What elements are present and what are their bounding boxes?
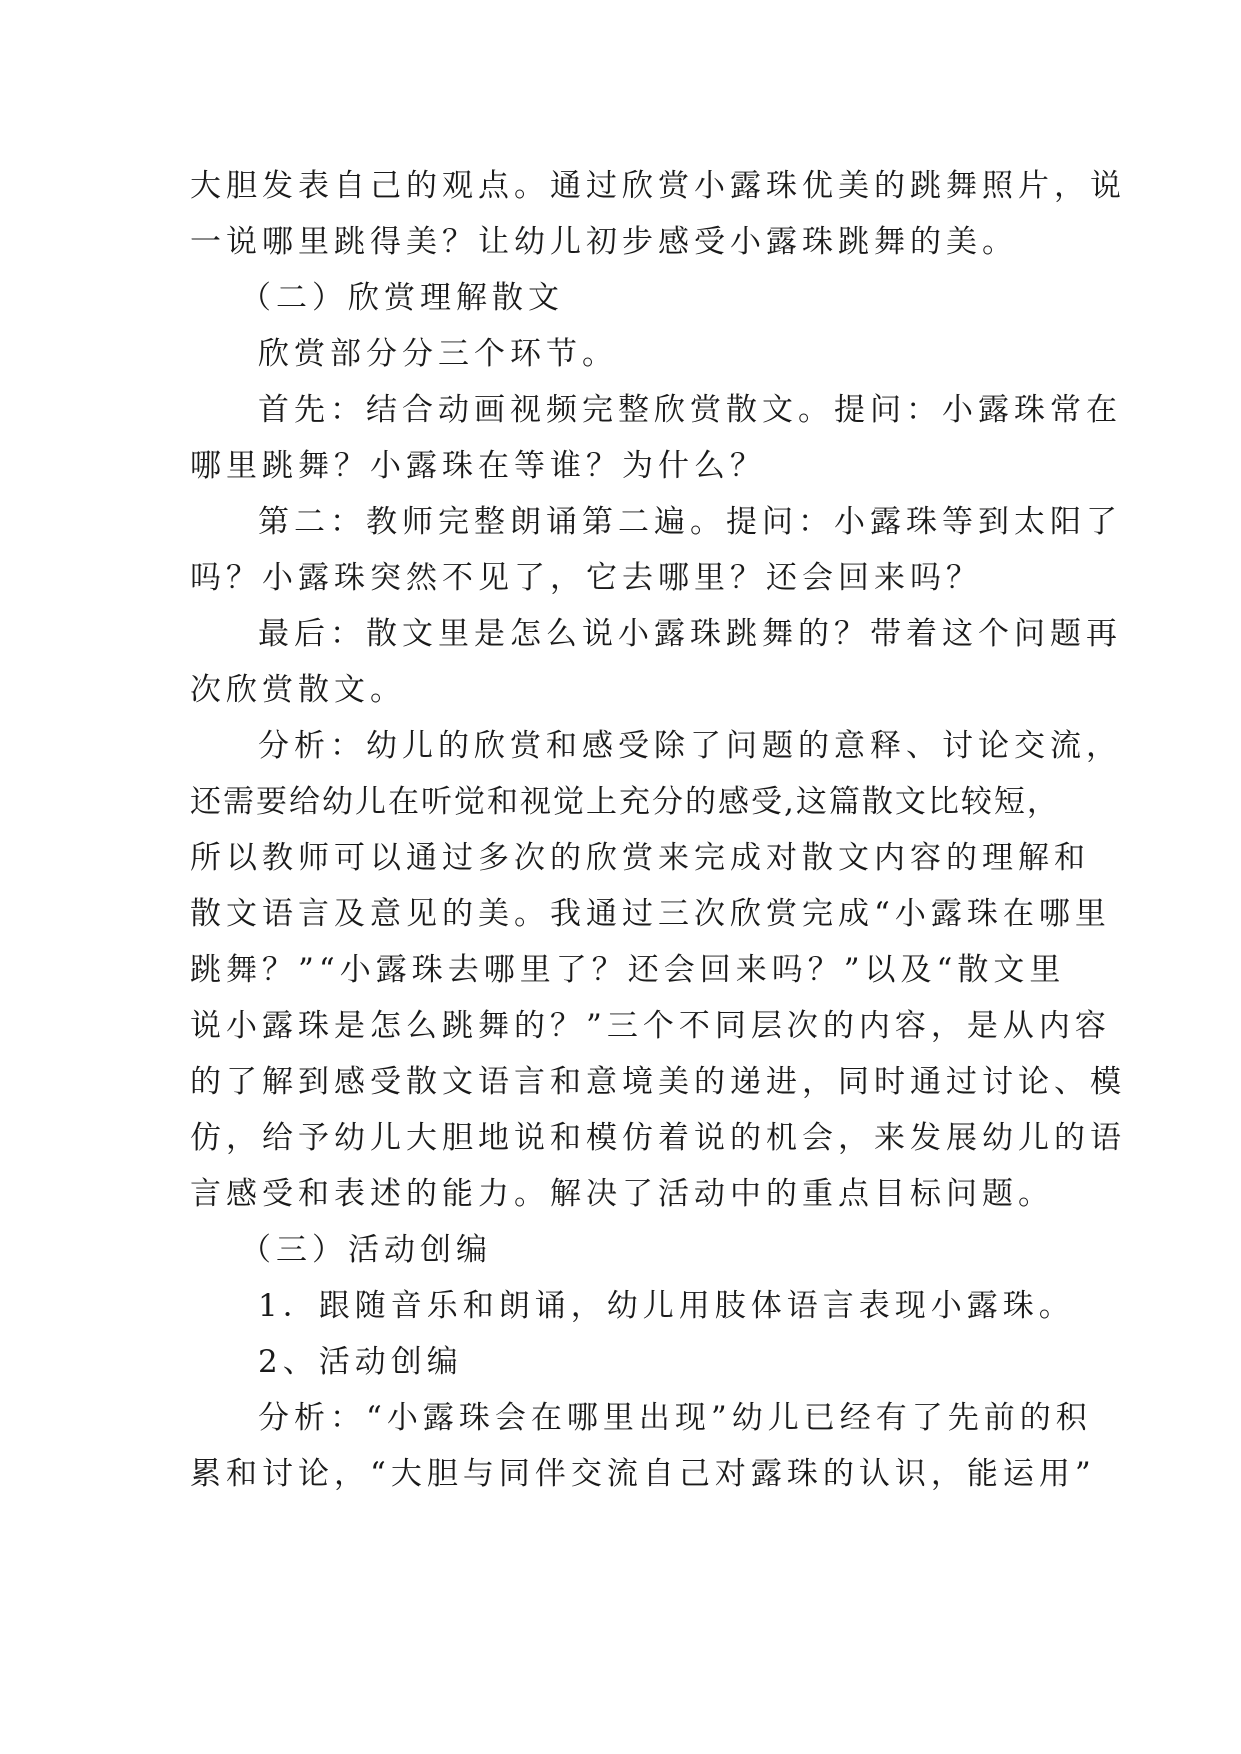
- paragraph-line: 吗？小露珠突然不见了，它去哪里？还会回来吗？: [190, 560, 982, 596]
- paragraph-line: 分析：“小露珠会在哪里出现”幼儿已经有了先前的积: [258, 1400, 1092, 1436]
- paragraph-line: 哪里跳舞？小露珠在等谁？为什么？: [190, 448, 766, 484]
- paragraph-line: 累和讨论，“大胆与同伴交流自己对露珠的认识，能运用”: [190, 1456, 1096, 1492]
- paragraph-line: 欣赏部分分三个环节。: [258, 336, 618, 372]
- paragraph-line: 大胆发表自己的观点。通过欣赏小露珠优美的跳舞照片，说: [190, 168, 1126, 204]
- paragraph-line: 还需要给幼儿在听觉和视觉上充分的感受,这篇散文比较短，: [190, 784, 1060, 820]
- section-heading: （二）欣赏理解散文: [240, 280, 564, 316]
- section-heading: （三）活动创编: [240, 1232, 492, 1268]
- paragraph-line: 2、活动创编: [258, 1344, 463, 1380]
- paragraph-line: 跳舞？”“小露珠去哪里了？还会回来吗？”以及“散文里: [190, 952, 1066, 988]
- paragraph-line: 最后：散文里是怎么说小露珠跳舞的？带着这个问题再: [258, 616, 1122, 652]
- paragraph-line: 说小露珠是怎么跳舞的？”三个不同层次的内容，是从内容: [190, 1008, 1111, 1044]
- paragraph-line: 的了解到感受散文语言和意境美的递进，同时通过讨论、模: [190, 1064, 1126, 1100]
- document-body: [190, 158, 1126, 1502]
- paragraph-line: 所以教师可以通过多次的欣赏来完成对散文内容的理解和: [190, 840, 1090, 876]
- paragraph-line: 1．跟随音乐和朗诵，幼儿用肢体语言表现小露珠。: [258, 1288, 1075, 1324]
- paragraph-line: 仿，给予幼儿大胆地说和模仿着说的机会，来发展幼儿的语: [190, 1120, 1126, 1156]
- paragraph-line: 分析：幼儿的欣赏和感受除了问题的意释、讨论交流，: [258, 728, 1122, 764]
- paragraph-line: 散文语言及意见的美。我通过三次欣赏完成“小露珠在哪里: [190, 896, 1111, 932]
- paragraph-line: 次欣赏散文。: [190, 672, 406, 708]
- paragraph-line: 一说哪里跳得美？让幼儿初步感受小露珠跳舞的美。: [190, 224, 1018, 260]
- paragraph-line: 首先：结合动画视频完整欣赏散文。提问：小露珠常在: [258, 392, 1122, 428]
- paragraph-line: 言感受和表述的能力。解决了活动中的重点目标问题。: [190, 1176, 1054, 1212]
- paragraph-line: 第二：教师完整朗诵第二遍。提问：小露珠等到太阳了: [258, 504, 1122, 540]
